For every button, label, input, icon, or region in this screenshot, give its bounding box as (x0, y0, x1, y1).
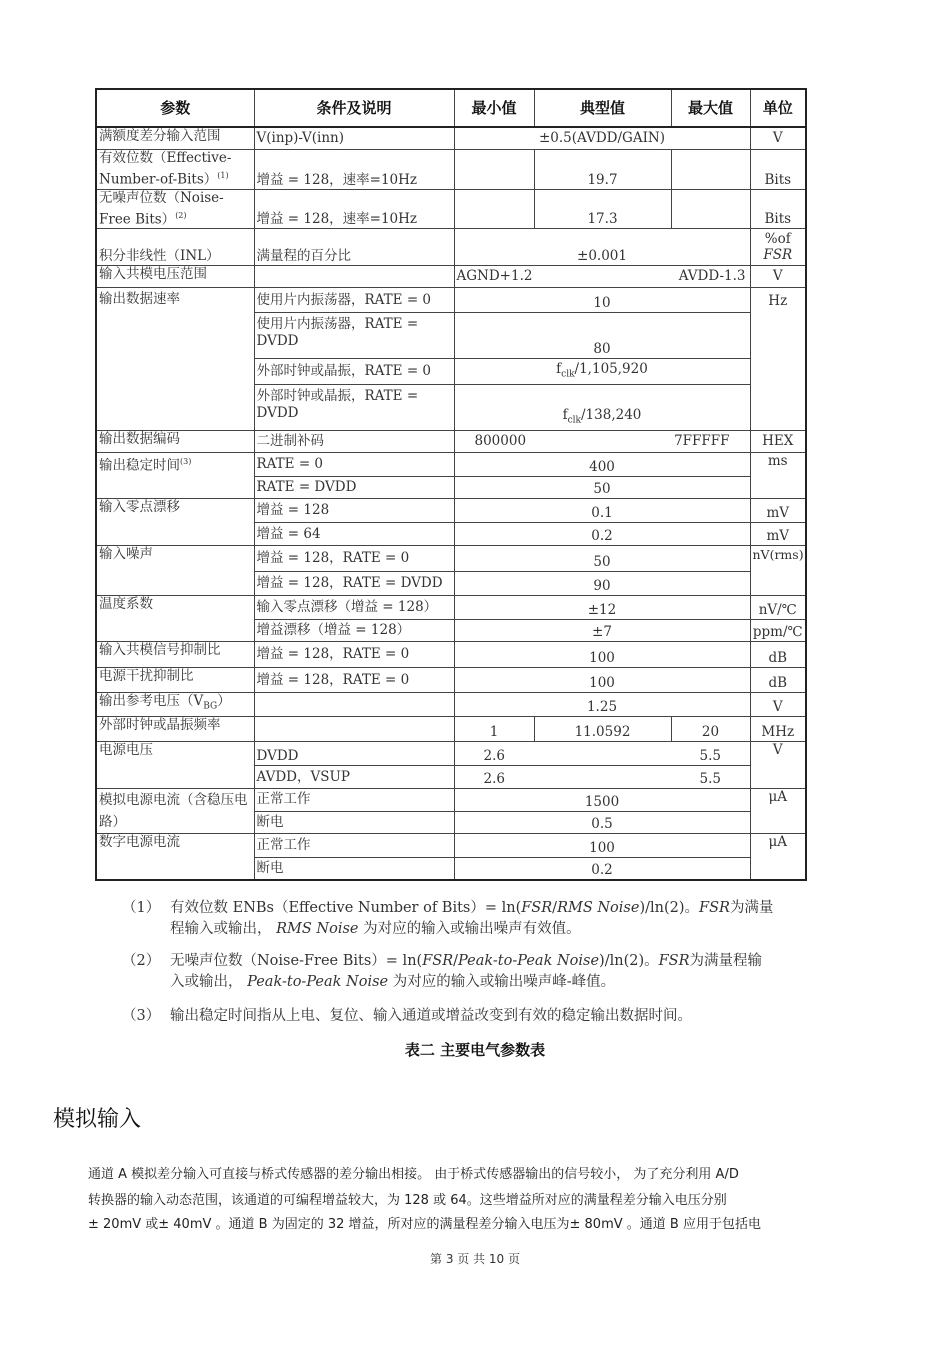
condition-cell (254, 717, 454, 742)
unit-cell: Bits (750, 149, 806, 189)
param-cell: 输入噪声 (96, 546, 254, 596)
range-cell (454, 431, 750, 453)
paragraph-line-1: 通道 A 模拟差分输入可直接与桥式传感器的差分输出相接。 由于桥式传感器输出的信号较小， 为了充分利用 A/D (88, 1167, 739, 1182)
condition-cell: 增益 = 128，RATE = 0 (254, 668, 454, 693)
condition-cell: 增益 = 128，RATE = DVDD (254, 572, 454, 596)
unit-cell: V (750, 266, 806, 288)
condition-cell: 输入零点漂移（增益 = 128） (254, 596, 454, 620)
param-cell (96, 693, 254, 717)
unit-cell (750, 229, 806, 266)
param-text: 无噪声位数（Noise-Free Bits） (99, 189, 224, 227)
min-cell: 1 (454, 717, 534, 742)
min-cell: 2.6 (454, 766, 534, 789)
typ-cell: ±12 (454, 596, 750, 620)
unit-cell: V (750, 693, 806, 717)
condition-cell: 断电 (254, 811, 454, 834)
typ-cell: 0.2 (454, 858, 750, 880)
param-cell: 电源电压 (96, 742, 254, 789)
condition-cell: 使用片内振荡器，RATE = 0 (254, 288, 454, 313)
note-span: 为满量程输 (689, 953, 763, 969)
max-cell: 5.5 (671, 742, 750, 766)
note-number: （3） (122, 1008, 161, 1024)
note-italic: Peak-to-Peak Noise (458, 953, 600, 969)
min-value: AGND+1.2 (456, 268, 533, 284)
typ-cell: 0.5 (454, 811, 750, 834)
note-italic: FSR (422, 953, 454, 969)
param-cell: 输入共模信号抑制比 (96, 642, 254, 668)
param-text: ） (217, 693, 231, 709)
condition-cell: 增益 = 128 (254, 499, 454, 523)
min-cell (454, 189, 534, 229)
table-caption: 表二 主要电气参数表 (404, 1041, 546, 1059)
param-cell (96, 453, 254, 499)
note-number: （2） (122, 953, 161, 969)
table-row (96, 642, 806, 668)
value-text: /1,105,920 (574, 361, 648, 378)
typ-cell: 19.7 (534, 149, 671, 189)
table-row (96, 266, 806, 288)
condition-cell: 外部时钟或晶振，RATE = DVDD (254, 385, 454, 431)
paragraph-line-2: 转换器的输入动态范围，该通道的可编程增益较大，为 128 或 64。这些增益所对应的满量程差分输入电压分别 (88, 1193, 727, 1208)
header-min: 最小值 (454, 89, 534, 127)
max-value: AVDD-1.3 (678, 268, 746, 284)
typ-cell: ±0.5(AVDD/GAIN) (454, 127, 750, 149)
table-row (96, 149, 806, 189)
note-span: 入或输出， (170, 974, 243, 990)
param-text: 输出稳定时间 (99, 457, 180, 474)
value-text: /138,240 (581, 407, 642, 424)
note-span: 为对应的输入或输出噪声峰-峰值。 (392, 974, 616, 990)
unit-text: %of (764, 231, 791, 247)
table-row (96, 717, 806, 742)
table-row (96, 742, 806, 766)
param-text: 输出参考电压（V (99, 693, 204, 709)
param-cell: 输出数据速率 (96, 288, 254, 431)
table-row (96, 288, 806, 313)
unit-cell: μA (750, 789, 806, 834)
unit-cell: Hz (750, 288, 806, 431)
typ-cell: 50 (454, 546, 750, 572)
unit-cell: HEX (750, 431, 806, 453)
table-row (96, 189, 806, 229)
value-text: f (562, 407, 568, 424)
condition-cell: V(inp)-V(inn) (254, 127, 454, 149)
unit-cell: nV(rms) (750, 546, 806, 596)
condition-cell (254, 266, 454, 288)
typ-cell: 0.2 (454, 523, 750, 546)
electrical-parameters-table (95, 88, 807, 881)
unit-cell: μA (750, 834, 806, 880)
note-italic: FSR (658, 953, 690, 969)
note-italic: RMS Noise (276, 921, 359, 937)
condition-cell: 增益 = 128，速率=10Hz (254, 149, 454, 189)
condition-cell: DVDD (254, 742, 454, 766)
typ-cell: 400 (454, 453, 750, 477)
note-italic: RMS Noise (557, 900, 640, 916)
note-span: 无噪声位数（Noise-Free Bits）= ln( (170, 953, 423, 969)
table-row (96, 668, 806, 693)
param-cell: 模拟电源电流（含稳压电路） (96, 789, 254, 834)
footnote-mark: (2) (175, 210, 187, 220)
typ-cell: 10 (454, 288, 750, 313)
condition-cell: 正常工作 (254, 789, 454, 812)
condition-cell: 使用片内振荡器，RATE = DVDD (254, 313, 454, 359)
typ-cell (534, 742, 671, 766)
note-text (170, 951, 790, 993)
typ-cell (454, 385, 750, 431)
condition-cell: 增益 = 128，RATE = 0 (254, 642, 454, 668)
unit-cell: Bits (750, 189, 806, 229)
typ-cell (454, 359, 750, 385)
note-span: 为满量 (729, 900, 774, 916)
condition-cell: 增益 = 128，RATE = 0 (254, 546, 454, 572)
table-row (96, 596, 806, 620)
footnote-mark: (1) (217, 170, 229, 180)
min-value: 800000 (474, 433, 527, 449)
note-span: / (552, 900, 558, 916)
header-typ: 典型值 (534, 89, 671, 127)
condition-cell: 满量程的百分比 (254, 229, 454, 266)
typ-cell: ±7 (454, 620, 750, 642)
typ-cell (534, 766, 671, 789)
max-cell: 5.5 (671, 766, 750, 789)
condition-cell: 外部时钟或晶振，RATE = 0 (254, 359, 454, 385)
param-sub: BG (203, 701, 218, 712)
condition-cell: AVDD，VSUP (254, 766, 454, 789)
note-span: 有效位数 ENBs（Effective Number of Bits）= ln( (170, 900, 522, 916)
condition-cell (254, 693, 454, 717)
param-text: 有效位数（Effective-Number-of-Bits） (99, 149, 232, 187)
typ-cell: 100 (454, 642, 750, 668)
param-cell: 数字电源电流 (96, 834, 254, 880)
unit-cell: mV (750, 499, 806, 523)
table-row (96, 453, 806, 477)
header-unit: 单位 (750, 89, 806, 127)
unit-cell: ppm/℃ (750, 620, 806, 642)
unit-cell: dB (750, 668, 806, 693)
value-text: f (556, 361, 562, 378)
page-footer: 第 3 页 共 10 页 (430, 1252, 520, 1266)
table-row (96, 546, 806, 572)
param-cell: 输出数据编码 (96, 431, 254, 453)
max-cell: 20 (671, 717, 750, 742)
max-value: 7FFFFF (674, 433, 730, 449)
note-span: / (453, 953, 459, 969)
unit-cell: ms (750, 453, 806, 499)
paragraph-line-3: ± 20mV 或± 40mV 。通道 B 为固定的 32 增益，所对应的满量程差分输入电压为± 80mV 。通道 B 应用于包括电 (88, 1217, 761, 1232)
unit-cell: V (750, 127, 806, 149)
min-cell (454, 149, 534, 189)
condition-cell: RATE = 0 (254, 453, 454, 477)
note-italic: FSR (521, 900, 553, 916)
condition-cell: 二进制补码 (254, 431, 454, 453)
condition-cell: 断电 (254, 858, 454, 880)
typ-cell: 80 (454, 313, 750, 359)
max-cell (671, 189, 750, 229)
section-heading: 模拟输入 (53, 1107, 142, 1132)
header-param: 参数 (96, 89, 254, 127)
max-cell (671, 149, 750, 189)
param-cell: 电源干扰抑制比 (96, 668, 254, 693)
note-italic: Peak-to-Peak Noise (247, 974, 389, 990)
table-row (96, 499, 806, 523)
condition-cell: 正常工作 (254, 834, 454, 858)
note-text: 输出稳定时间指从上电、复位、输入通道或增益改变到有效的稳定输出数据时间。 (170, 1008, 692, 1024)
typ-cell: 90 (454, 572, 750, 596)
typ-cell: 100 (454, 834, 750, 858)
table-row (96, 431, 806, 453)
param-cell: 满额度差分输入范围 (96, 127, 254, 149)
param-cell: 积分非线性（INL） (96, 229, 254, 266)
note-text (170, 898, 790, 940)
param-cell: 温度系数 (96, 596, 254, 642)
table-row (96, 127, 806, 149)
typ-cell: 17.3 (534, 189, 671, 229)
param-cell (96, 149, 254, 189)
typ-cell: 50 (454, 477, 750, 499)
value-sub: clk (561, 370, 575, 380)
unit-cell: dB (750, 642, 806, 668)
typ-cell: 1.25 (454, 693, 750, 717)
typ-cell: 11.0592 (534, 717, 671, 742)
note-span: 程输入或输出， (170, 921, 272, 937)
note-span: 为对应的输入或输出噪声有效值。 (363, 921, 581, 937)
table-row (96, 229, 806, 266)
note-italic: FSR (699, 900, 730, 916)
unit-text: FSR (763, 247, 793, 263)
value-sub: clk (567, 416, 581, 426)
note-span: )/ln(2)。 (599, 953, 659, 969)
condition-cell: 增益 = 64 (254, 523, 454, 546)
typ-cell: 0.1 (454, 499, 750, 523)
param-cell: 外部时钟或晶振频率 (96, 717, 254, 742)
condition-cell: RATE = DVDD (254, 477, 454, 499)
unit-cell: V (750, 742, 806, 789)
unit-cell: mV (750, 523, 806, 546)
typ-cell: 1500 (454, 789, 750, 812)
typ-cell: ±0.001 (454, 229, 750, 266)
unit-cell: nV/℃ (750, 596, 806, 620)
table-row (96, 693, 806, 717)
table-header-row (96, 89, 806, 127)
param-cell: 输入零点漂移 (96, 499, 254, 546)
table-row (96, 789, 806, 812)
range-cell (454, 266, 750, 288)
footnote-mark: (3) (180, 457, 192, 466)
typ-cell: 100 (454, 668, 750, 693)
table-row (96, 834, 806, 858)
condition-cell: 增益 = 128，速率=10Hz (254, 189, 454, 229)
unit-cell: MHz (750, 717, 806, 742)
note-span: )/ln(2)。 (639, 900, 700, 916)
condition-cell: 增益漂移（增益 = 128） (254, 620, 454, 642)
param-cell: 输入共模电压范围 (96, 266, 254, 288)
param-cell (96, 189, 254, 229)
header-max: 最大值 (671, 89, 750, 127)
note-number: （1） (122, 900, 161, 916)
min-cell: 2.6 (454, 742, 534, 766)
header-condition: 条件及说明 (254, 89, 454, 127)
